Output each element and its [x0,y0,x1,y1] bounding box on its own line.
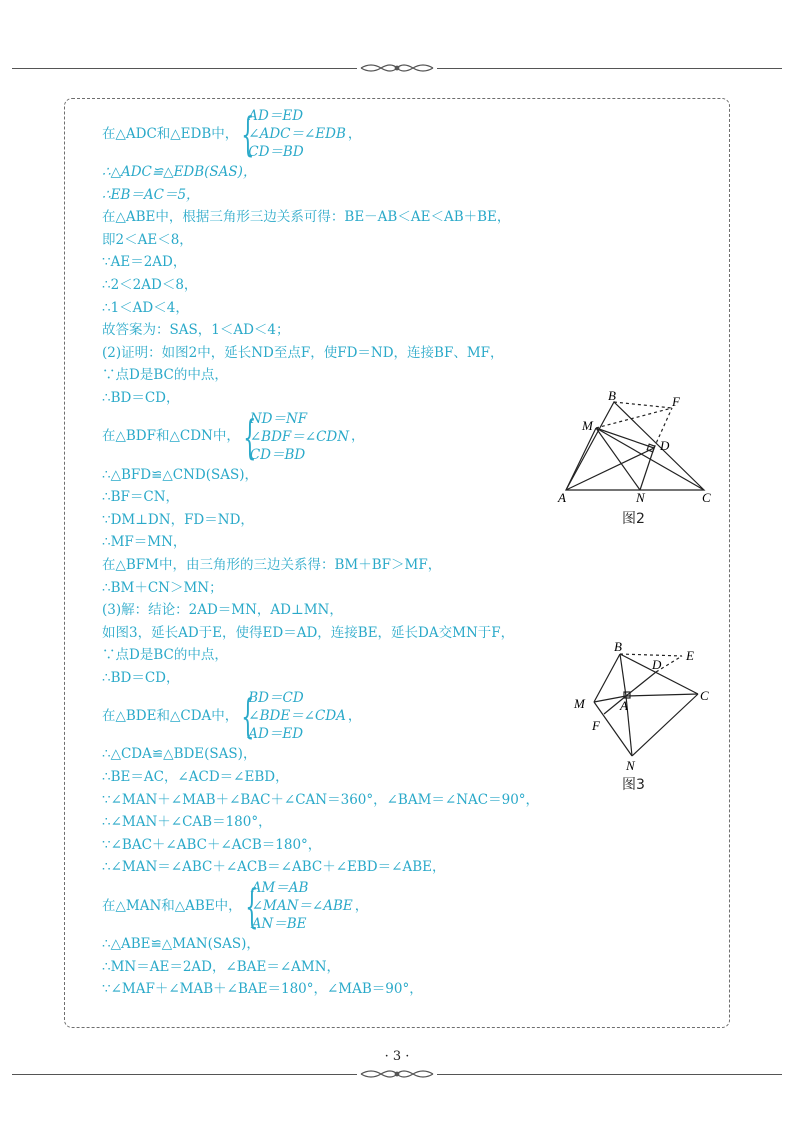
case-lines [250,410,349,464]
segment-ma [566,428,596,490]
brace: { [241,689,255,744]
text-line: ∴2＜2AD＜8， [102,276,198,293]
text-line: ∵∠MAF＋∠MAB＋∠BAE＝180°，∠MAB＝90°， [102,981,423,998]
text-line: ∴EB＝AC＝5， [102,186,200,203]
text-line: ∴1＜AD＜4， [102,299,189,316]
label-e: E [686,648,694,663]
figure-3-caption: 图3 [622,777,645,793]
label-f: F [672,394,680,409]
segment-bf-dashed [614,402,672,408]
text-line: 如图3，延长AD于E，使得ED＝AD，连接BE，延长DA交MN于F， [102,624,515,641]
label-d: D [652,657,662,672]
text-line: ∴∠MAN＝∠ABC＋∠ACB＝∠ABC＋∠EBD＝∠ABE， [102,859,446,876]
case-item: AD＝ED [248,726,304,743]
text-line: ∴△ADC≌△EDB(SAS)， [102,164,257,180]
label-n: N [636,490,645,505]
text-line: 即2＜AE＜8， [102,231,193,248]
label-b: B [608,390,616,403]
text-line: ∵点D是BC的中点， [102,647,228,664]
text-line: ∵AE＝2AD， [102,254,187,271]
label-a: A [620,698,628,713]
case-item: ∠MAN＝∠ABE [251,898,353,915]
segment-ba [620,654,626,696]
label-c: C [700,688,709,703]
case-item: CD＝BD [249,446,306,463]
case-item: AD＝ED [248,108,304,124]
case-trail: ， [347,708,362,725]
text-line: ∴MN＝AE＝2AD，∠BAE＝∠AMN， [102,958,341,975]
text-line: ∵DM⊥DN，FD＝ND， [102,511,254,528]
case-item: ∠ADC＝∠EDB [248,126,346,142]
text-line: ∴BD＝CD， [102,669,180,686]
segment-mn [596,428,640,490]
brace: { [243,409,257,464]
text-line: 故答案为：SAS，1＜AD＜4； [102,322,290,339]
case-item: ∠BDF＝∠CDN [249,428,350,445]
text-line: 在△BFM中，由三角形的三边关系得：BM＋BF＞MF， [102,556,442,573]
case-block-4 [102,879,702,933]
segment-be-dashed [620,654,682,656]
case-item: CD＝BD [248,144,304,160]
label-m: M [574,696,585,711]
text-line: ∴BM＋CN＞MN； [102,579,223,596]
case-item: ND＝NF [249,410,308,427]
text-line: ∵∠BAC＋∠ABC＋∠ACB＝180°， [102,836,322,853]
text-line: ∴BD＝CD， [102,389,180,406]
case-trail: ， [351,428,365,445]
right-angle-mark [647,444,655,452]
case-lead: 在△ADC和△EDB中， [102,125,239,142]
text-line: ∴BE＝AC，∠ACD＝∠EBD， [102,769,289,786]
text-line: 在△ABE中，根据三角形三边关系可得：BE－AB＜AE＜AB＋BE， [102,209,511,226]
text-line: ∴△ABE≌△MAN(SAS)， [102,936,260,953]
figure-2-caption: 图2 [622,511,645,527]
text-line: ∴△BFD≌△CND(SAS)， [102,466,259,483]
text-line: ∴∠MAN＋∠CAB＝180°， [102,814,272,831]
text-line: ∵∠MAN＋∠MAB＋∠BAC＋∠CAN＝360°，∠BAM＝∠NAC＝90°， [102,791,540,808]
text-line: ∵点D是BC的中点， [102,367,228,384]
case-item: BD＝CD [248,690,304,707]
case-block-1 [102,107,702,161]
brace: { [241,107,255,161]
text-line: (3)解：结论：2AD＝MN，AD⊥MN， [102,602,343,619]
label-f: F [592,718,600,733]
case-trail: ， [347,125,362,142]
case-lead: 在△BDF和△CDN中， [102,428,240,445]
page-number: · 3 · [384,1049,410,1064]
case-item: AM＝AB [251,880,309,897]
label-m: M [582,418,593,433]
case-item: ∠BDE＝∠CDA [248,708,346,725]
case-item: AN＝BE [251,916,307,933]
text-line: (2)证明：如图2中，延长ND至点F，使FD＝ND，连接BF、MF， [102,344,504,361]
text-line: ∴BF＝CN， [102,489,180,506]
text-line: ∴△CDA≌△BDE(SAS)， [102,746,257,763]
segment-mf-dashed [596,408,672,428]
label-b: B [614,639,622,654]
label-d: D [660,438,670,453]
segment-ac [626,694,698,696]
case-lead: 在△MAN和△ABE中， [102,897,242,914]
solution-text [102,107,702,1001]
ornament-bottom [357,1067,437,1081]
label-a: A [558,490,566,505]
label-c: C [702,490,711,505]
segment-nc [632,694,698,756]
case-lines [248,689,346,743]
text-line: ∴MF＝MN， [102,534,187,551]
case-lines [252,879,353,933]
segment-bm [594,654,620,702]
label-n: N [626,758,635,773]
case-lead: 在△BDE和△CDA中， [102,708,239,725]
case-lines [248,107,346,161]
brace: { [244,879,259,934]
ornament-top [357,61,437,75]
case-trail: ， [354,897,369,914]
